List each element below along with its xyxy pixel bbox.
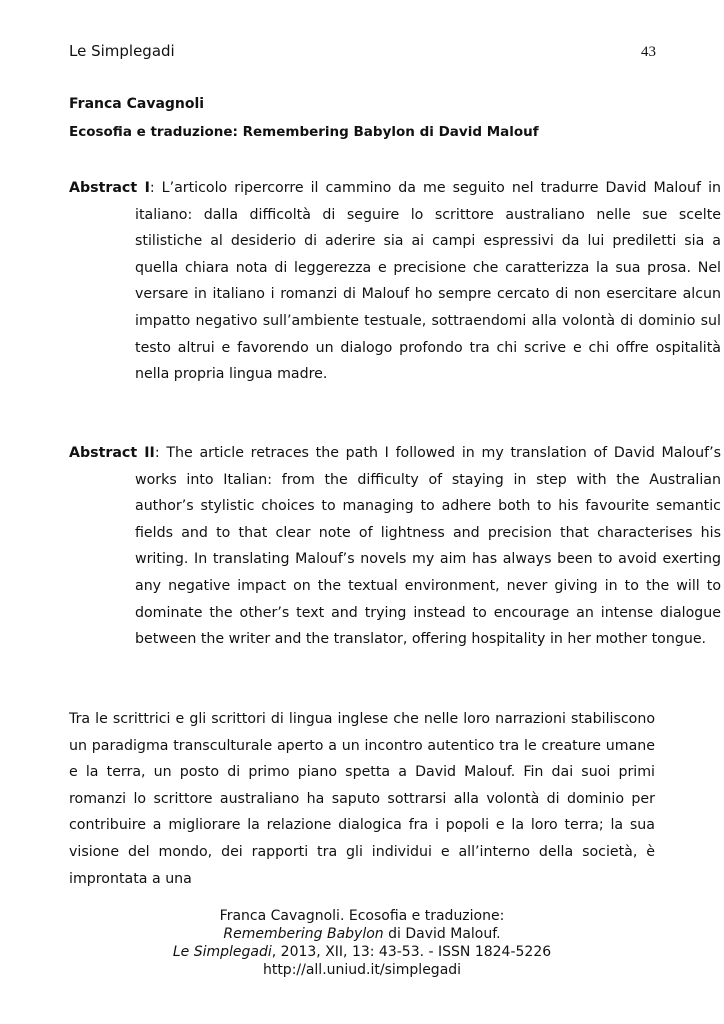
abstract-italian: [69, 175, 721, 388]
article-title: Ecosofia e traduzione: Remembering Babylon di David Malouf: [69, 124, 539, 140]
footer-citation-line1: Franca Cavagnoli. Ecosofia e traduzione:: [219, 908, 505, 924]
body-paragraph: Tra le scrittrici e gli scrittori di lingua inglese che nelle loro narrazioni stabiliscono un paradigma transculturale aperto a un incontro autentico tra le creature umane e la terra, un posto di primo piano spetta a David Malouf. Fin dai suoi primi romanzi lo scrittore australiano ha saputo sottrarsi alla volontà di dominio per contribuire a migliorare la relazione dialogica fra i popoli e la loro terra; la sua visione del mondo, dei rapporti tra gli individui e all’interno della società, è improntata a una: [69, 711, 655, 887]
abstract-italian-label: Abstract I: [69, 180, 150, 196]
footer-line3-rest: , 2013, XII, 13: 43-53. - ISSN 1824-5226: [271, 944, 552, 960]
page-number: 43: [641, 44, 656, 60]
footer-citation-line3: [0, 943, 724, 961]
footer-book-title: Remembering Babylon: [223, 926, 384, 942]
footer-url[interactable]: http://all.uniud.it/simplegadi: [262, 962, 462, 978]
abstract-english: [69, 440, 721, 653]
footer-citation-line2: [0, 925, 724, 943]
page-footer: [0, 907, 724, 979]
abstract-english-text: : The article retraces the path I followed in my translation of David Malouf’s works into Italian: from the difficulty of staying in step with the Australian author’s stylistic choices to managing to adhere both to his favourite semantic fields and to that clear note of lightness and precision that characterises his writing. In translating Malouf’s novels my aim has always been to avoid exerting any negative impact on the textual environment, never giving in to the will to dominate the other’s text and trying instead to encourage an intense dialogue between the writer and the translator, offering hospitality in her mother tongue.: [135, 445, 722, 648]
footer-journal-name: Le Simplegadi: [172, 944, 272, 960]
abstract-italian-text: : L’articolo ripercorre il cammino da me seguito nel tradurre David Malouf in italiano: dalla difficoltà di seguire lo scrittore australiano nelle sue scelte stilistiche al desiderio di aderire sia ai campi espressivi da lui prediletti sia a quella chiara nota di leggerezza e precisione che caratterizza la sua prosa. Nel versare in italiano i romanzi di Malouf ho sempre cercato di non esercitare alcun impatto negativo sull’ambiente testuale, sottraendomi alla volontà di dominio sul testo altrui e favorendo un dialogo profondo tra chi scrive e chi offre ospitalità nella propria lingua madre.: [135, 180, 721, 383]
journal-name: Le Simplegadi: [69, 42, 175, 60]
footer-line2-rest: di David Malouf.: [383, 926, 501, 942]
abstract-english-label: Abstract II: [69, 445, 155, 461]
article-author: Franca Cavagnoli: [69, 96, 205, 112]
